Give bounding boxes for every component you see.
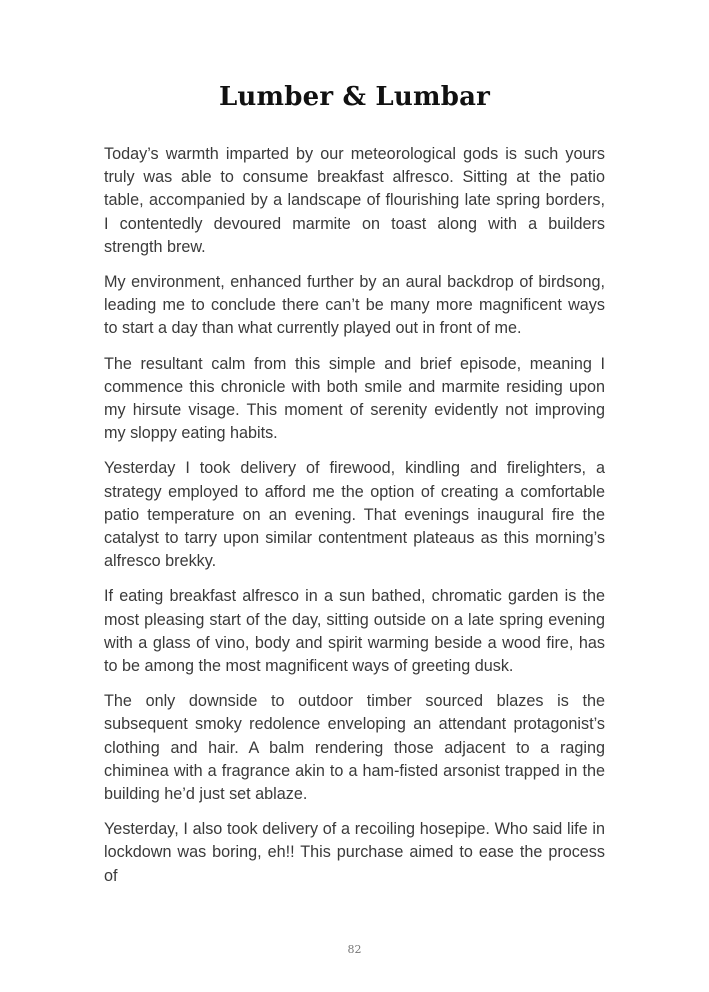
paragraph-4: Yesterday I took delivery of firewood, kindling and firelighters, a strategy employed to afford me the option of creating a comfortable patio temperature on an evening. That evenings inaugural fire the catalyst to tarry upon similar contentment plateaus as this morning’s alfresco brekky. (104, 459, 605, 571)
paragraph-2: My environment, enhanced further by an aural backdrop of birdsong, leading me to conclude there can’t be many more magnificent ways to start a day than what currently played out in front of me. (104, 273, 605, 338)
paragraph-1: Today’s warmth imparted by our meteorological gods is such yours truly was able to consume breakfast alfresco. Sitting at the patio table, accompanied by a landscape of flourishing late spring borders, I contentedly devoured marmite on toast along with a builders strength brew. (104, 145, 605, 256)
page-number: 82 (347, 943, 362, 956)
paragraph-5: If eating breakfast alfresco in a sun bathed, chromatic garden is the most pleasing start of the day, sitting outside on a late spring evening with a glass of vino, body and spirit warming beside a wood fire, has to be among the most magnificent ways of greeting dusk. (104, 587, 605, 676)
paragraph-6: The only downside to outdoor timber sourced blazes is the subsequent smoky redolence enveloping an attendant protagonist’s clothing and hair. A balm rendering those adjacent to a raging chiminea with a fragrance akin to a ham-fisted arsonist trapped in the building he’d just set ablaze. (104, 692, 605, 804)
paragraph-7: Yesterday, I also took delivery of a recoiling hosepipe. Who said life in lockdown was boring, eh!! This purchase aimed to ease the process of (104, 820, 605, 885)
body-text (104, 143, 605, 900)
chapter-title: Lumber & Lumbar (218, 82, 491, 112)
paragraph-3: The resultant calm from this simple and brief episode, meaning I commence this chronicle with both smile and marmite residing upon my hirsute visage. This moment of serenity evidently not improving my sloppy eating habits. (104, 354, 605, 443)
